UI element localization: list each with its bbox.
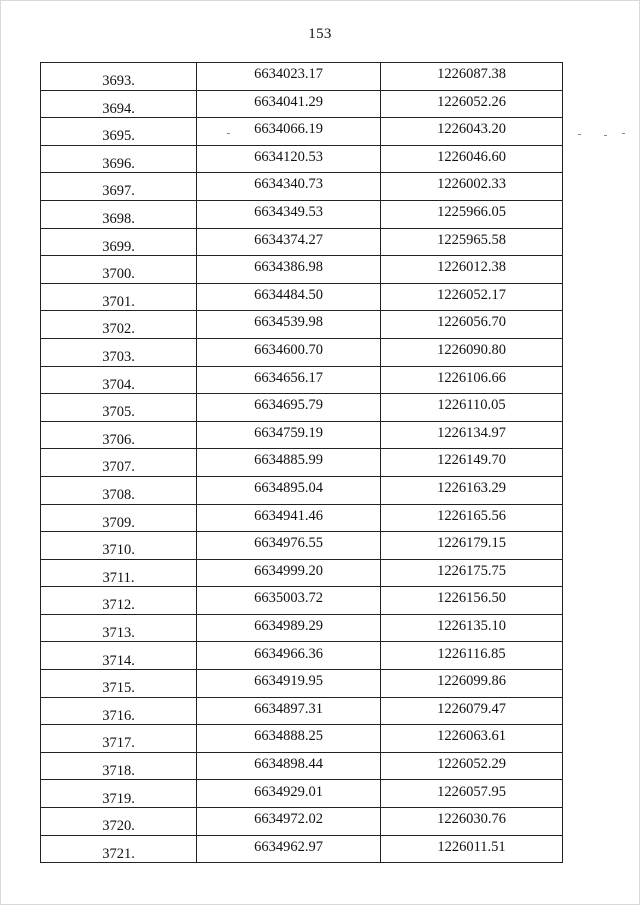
table-row <box>41 228 563 256</box>
table-row <box>41 780 563 808</box>
point-number-cell-text: 3694. <box>102 100 135 117</box>
x-coordinate-cell-text: 6634897.31 <box>254 700 323 717</box>
y-coordinate-cell <box>381 200 563 228</box>
x-coordinate-cell <box>197 725 381 753</box>
y-coordinate-cell <box>381 173 563 201</box>
point-number-cell-text: 3706. <box>102 431 135 448</box>
point-number-cell <box>41 118 197 146</box>
table-row <box>41 670 563 698</box>
point-number-cell-text: 3715. <box>102 680 135 697</box>
table-row <box>41 145 563 173</box>
x-coordinate-cell <box>197 256 381 284</box>
x-coordinate-cell-text: 6634023.17 <box>254 66 323 83</box>
y-coordinate-cell-text: 1226110.05 <box>437 397 506 414</box>
point-number-cell-text: 3721. <box>102 845 135 862</box>
x-coordinate-cell <box>197 614 381 642</box>
point-number-cell-text: 3693. <box>102 73 135 90</box>
y-coordinate-cell-text: 1226043.20 <box>437 121 506 138</box>
page-number: 153 <box>308 26 332 42</box>
y-coordinate-cell <box>381 256 563 284</box>
y-coordinate-cell-text: 1226030.76 <box>437 811 506 828</box>
point-number-cell <box>41 256 197 284</box>
x-coordinate-cell-text: 6634759.19 <box>254 424 323 441</box>
table-row <box>41 311 563 339</box>
x-coordinate-cell <box>197 642 381 670</box>
y-coordinate-cell-text: 1226052.17 <box>437 286 506 303</box>
point-number-cell-text: 3704. <box>102 376 135 393</box>
table-row <box>41 118 563 146</box>
point-number-cell <box>41 614 197 642</box>
table-row <box>41 697 563 725</box>
y-coordinate-cell-text: 1226179.15 <box>437 535 506 552</box>
x-coordinate-cell <box>197 228 381 256</box>
x-coordinate-cell <box>197 780 381 808</box>
y-coordinate-cell-text: 1226002.33 <box>437 176 506 193</box>
x-coordinate-cell-text: 6634972.02 <box>254 811 323 828</box>
x-coordinate-cell-text: 6634941.46 <box>254 507 323 524</box>
table-row <box>41 256 563 284</box>
scan-speck <box>622 133 625 134</box>
point-number-cell <box>41 200 197 228</box>
y-coordinate-cell <box>381 63 563 91</box>
y-coordinate-cell-text: 1226052.29 <box>437 755 506 772</box>
point-number-cell <box>41 476 197 504</box>
y-coordinate-cell-text: 1226099.86 <box>437 673 506 690</box>
point-number-cell-text: 3699. <box>102 238 135 255</box>
point-number-cell <box>41 173 197 201</box>
y-coordinate-cell <box>381 449 563 477</box>
y-coordinate-cell-text: 1226079.47 <box>437 700 506 717</box>
y-coordinate-cell <box>381 808 563 836</box>
point-number-cell-text: 3701. <box>102 293 135 310</box>
y-coordinate-cell-text: 1226057.95 <box>437 783 506 800</box>
x-coordinate-cell <box>197 173 381 201</box>
y-coordinate-cell <box>381 532 563 560</box>
x-coordinate-cell-text: 6634919.95 <box>254 673 323 690</box>
point-number-cell-text: 3719. <box>102 790 135 807</box>
table-row <box>41 200 563 228</box>
y-coordinate-cell-text: 1226163.29 <box>437 480 506 496</box>
point-number-cell-text: 3711. <box>102 569 135 586</box>
y-coordinate-cell <box>381 587 563 615</box>
point-number-cell <box>41 63 197 91</box>
table-row <box>41 752 563 780</box>
table-row <box>41 366 563 394</box>
x-coordinate-cell <box>197 311 381 339</box>
point-number-cell-text: 3707. <box>102 459 135 476</box>
table-row <box>41 587 563 615</box>
x-coordinate-cell-text: 6634374.27 <box>254 231 323 248</box>
point-number-cell <box>41 642 197 670</box>
table-row <box>41 476 563 504</box>
coordinates-table <box>40 62 563 863</box>
x-coordinate-cell-text: 6634929.01 <box>254 783 323 800</box>
point-number-cell-text: 3703. <box>102 349 135 366</box>
point-number-cell <box>41 532 197 560</box>
y-coordinate-cell <box>381 311 563 339</box>
table-row <box>41 614 563 642</box>
y-coordinate-cell <box>381 725 563 753</box>
point-number-cell-text: 3702. <box>102 321 135 338</box>
point-number-cell-text: 3695. <box>102 128 135 145</box>
x-coordinate-cell-text: 6634966.36 <box>254 645 323 662</box>
x-coordinate-cell-text: 6634999.20 <box>254 562 323 579</box>
x-coordinate-cell <box>197 697 381 725</box>
point-number-cell <box>41 449 197 477</box>
x-coordinate-cell <box>197 145 381 173</box>
point-number-cell-text: 3710. <box>102 542 135 559</box>
table-row <box>41 559 563 587</box>
point-number-cell-text: 3705. <box>102 404 135 421</box>
y-coordinate-cell-text: 1226134.97 <box>437 424 506 441</box>
y-coordinate-cell <box>381 366 563 394</box>
x-coordinate-cell-text: 6634885.99 <box>254 452 323 469</box>
x-coordinate-cell-text: 6634349.53 <box>254 204 323 221</box>
point-number-cell <box>41 283 197 311</box>
x-coordinate-cell <box>197 421 381 449</box>
x-coordinate-cell-text: 6634962.97 <box>254 838 323 855</box>
point-number-cell <box>41 587 197 615</box>
point-number-cell <box>41 421 197 449</box>
y-coordinate-cell <box>381 145 563 173</box>
y-coordinate-cell <box>381 697 563 725</box>
x-coordinate-cell-text: 6634989.29 <box>254 617 323 634</box>
point-number-cell-text: 3700. <box>102 266 135 283</box>
x-coordinate-cell-text: 6634041.29 <box>254 93 323 110</box>
y-coordinate-cell <box>381 90 563 118</box>
x-coordinate-cell-text: 6634976.55 <box>254 535 323 552</box>
x-coordinate-cell-text: 6634539.98 <box>254 314 323 331</box>
x-coordinate-cell-text: 6634066.19 <box>254 121 323 138</box>
x-coordinate-cell-text: 6634656.17 <box>254 369 323 386</box>
y-coordinate-cell-text: 1226056.70 <box>437 314 506 331</box>
x-coordinate-cell <box>197 90 381 118</box>
table-row <box>41 421 563 449</box>
x-coordinate-cell-text: 6634888.25 <box>254 728 323 745</box>
x-coordinate-cell <box>197 118 381 146</box>
point-number-cell <box>41 725 197 753</box>
table-row <box>41 642 563 670</box>
point-number-cell-text: 3698. <box>102 211 135 228</box>
y-coordinate-cell <box>381 559 563 587</box>
point-number-cell-text: 3713. <box>102 624 135 641</box>
x-coordinate-cell-text: 6634386.98 <box>254 259 323 276</box>
point-number-cell <box>41 504 197 532</box>
table-row <box>41 338 563 366</box>
x-coordinate-cell <box>197 338 381 366</box>
x-coordinate-cell <box>197 532 381 560</box>
table-row <box>41 532 563 560</box>
point-number-cell-text: 3718. <box>102 762 135 779</box>
coordinates-table-body <box>41 63 563 863</box>
y-coordinate-cell <box>381 752 563 780</box>
point-number-cell <box>41 90 197 118</box>
x-coordinate-cell-text: 6634484.50 <box>254 286 323 303</box>
point-number-cell-text: 3717. <box>102 735 135 752</box>
x-coordinate-cell <box>197 808 381 836</box>
x-coordinate-cell <box>197 559 381 587</box>
point-number-cell-text: 3716. <box>102 707 135 724</box>
point-number-cell <box>41 228 197 256</box>
y-coordinate-cell-text: 1226149.70 <box>437 452 506 469</box>
point-number-cell <box>41 808 197 836</box>
y-coordinate-cell <box>381 394 563 422</box>
x-coordinate-cell <box>197 835 381 863</box>
point-number-cell <box>41 311 197 339</box>
y-coordinate-cell-text: 1226046.60 <box>437 148 506 165</box>
y-coordinate-cell <box>381 338 563 366</box>
x-coordinate-cell <box>197 752 381 780</box>
y-coordinate-cell-text: 1226165.56 <box>437 507 506 524</box>
point-number-cell <box>41 559 197 587</box>
x-coordinate-cell <box>197 670 381 698</box>
y-coordinate-cell-text: 1226012.38 <box>437 259 506 276</box>
y-coordinate-cell <box>381 228 563 256</box>
x-coordinate-cell-text: 6634695.79 <box>254 397 323 414</box>
x-coordinate-cell-text: 6635003.72 <box>254 590 323 607</box>
point-number-cell <box>41 670 197 698</box>
table-row <box>41 808 563 836</box>
scan-speck <box>604 135 607 136</box>
point-number-cell-text: 3696. <box>102 155 135 172</box>
x-coordinate-cell <box>197 394 381 422</box>
y-coordinate-cell-text: 1226116.85 <box>437 645 506 662</box>
point-number-cell-text: 3714. <box>102 652 135 669</box>
x-coordinate-cell <box>197 63 381 91</box>
point-number-cell <box>41 145 197 173</box>
point-number-cell <box>41 780 197 808</box>
table-row <box>41 394 563 422</box>
y-coordinate-cell <box>381 835 563 863</box>
x-coordinate-cell-text: 6634340.73 <box>254 176 323 193</box>
y-coordinate-cell <box>381 504 563 532</box>
point-number-cell <box>41 366 197 394</box>
point-number-cell-text: 3720. <box>102 818 135 835</box>
point-number-cell <box>41 697 197 725</box>
y-coordinate-cell-text: 1226011.51 <box>437 838 506 855</box>
x-coordinate-cell <box>197 504 381 532</box>
x-coordinate-cell <box>197 587 381 615</box>
y-coordinate-cell <box>381 283 563 311</box>
y-coordinate-cell-text: 1225965.58 <box>437 231 506 248</box>
scan-speck <box>578 134 581 135</box>
point-number-cell <box>41 338 197 366</box>
x-coordinate-cell <box>197 200 381 228</box>
y-coordinate-cell-text: 1226087.38 <box>437 66 506 83</box>
table-row <box>41 504 563 532</box>
y-coordinate-cell-text: 1226156.50 <box>437 590 506 607</box>
point-number-cell-text: 3709. <box>102 514 135 531</box>
y-coordinate-cell-text: 1226175.75 <box>437 562 506 579</box>
x-coordinate-cell <box>197 476 381 504</box>
y-coordinate-cell <box>381 780 563 808</box>
table-row <box>41 90 563 118</box>
x-coordinate-cell-text: 6634120.53 <box>254 148 323 165</box>
point-number-cell <box>41 835 197 863</box>
x-coordinate-cell <box>197 449 381 477</box>
table-row <box>41 449 563 477</box>
y-coordinate-cell <box>381 421 563 449</box>
point-number-cell-text: 3697. <box>102 183 135 200</box>
x-coordinate-cell-text: 6634895.04 <box>254 480 323 496</box>
x-coordinate-cell-text: 6634898.44 <box>254 755 323 772</box>
y-coordinate-cell-text: 1226052.26 <box>437 93 506 110</box>
y-coordinate-cell <box>381 118 563 146</box>
table-row <box>41 283 563 311</box>
table-row <box>41 63 563 91</box>
x-coordinate-cell <box>197 366 381 394</box>
coordinates-table-wrapper <box>40 62 562 863</box>
point-number-cell-text: 3708. <box>102 487 135 503</box>
y-coordinate-cell <box>381 614 563 642</box>
y-coordinate-cell-text: 1226063.61 <box>437 728 506 745</box>
point-number-cell-text: 3712. <box>102 597 135 614</box>
x-coordinate-cell <box>197 283 381 311</box>
table-row <box>41 725 563 753</box>
y-coordinate-cell <box>381 642 563 670</box>
x-coordinate-cell-text: 6634600.70 <box>254 342 323 359</box>
y-coordinate-cell <box>381 670 563 698</box>
y-coordinate-cell-text: 1226135.10 <box>437 617 506 634</box>
y-coordinate-cell-text: 1226090.80 <box>437 342 506 359</box>
y-coordinate-cell <box>381 476 563 504</box>
table-row <box>41 835 563 863</box>
y-coordinate-cell-text: 1225966.05 <box>437 204 506 221</box>
table-row <box>41 173 563 201</box>
y-coordinate-cell-text: 1226106.66 <box>437 369 506 386</box>
point-number-cell <box>41 752 197 780</box>
point-number-cell <box>41 394 197 422</box>
